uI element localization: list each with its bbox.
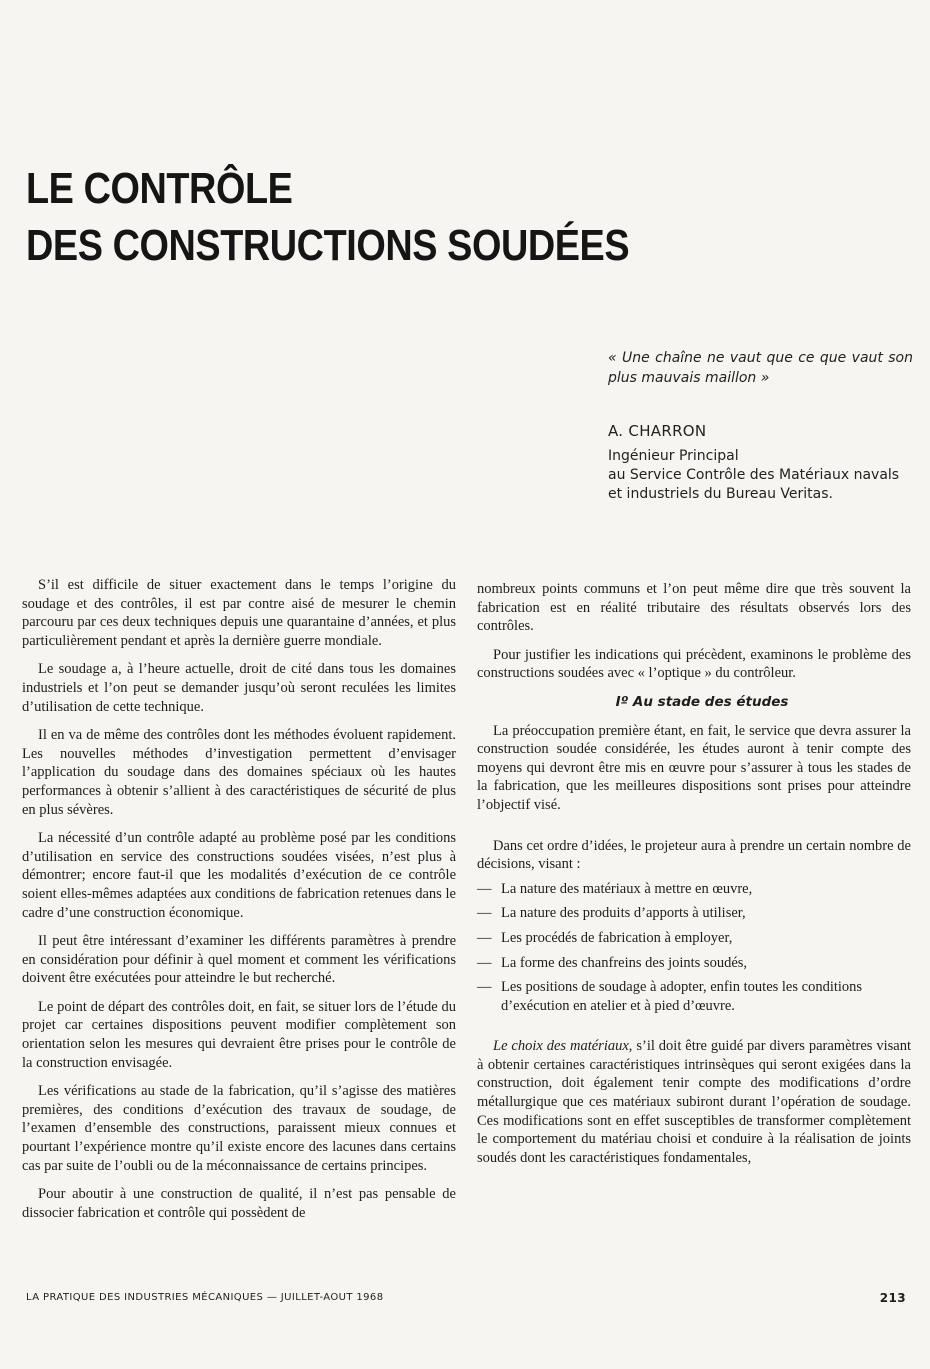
emphasis: Le choix des matériaux [493,1038,629,1055]
left-column [22,576,456,1232]
right-column [477,580,911,1177]
title-line-2: DES CONSTRUCTIONS SOUDÉES [26,221,630,270]
paragraph: S’il est difficile de situer exactement dans le temps l’origine du soudage et des contrôles, il est par contre aisé de mesurer le chemin parcouru par ces deux techniques depuis une quarantaine d’années, et plus particulièrement pendant et après la dernière guerre mondiale. [22,577,456,649]
paragraph: La nécessité d’un contrôle adapté au problème posé par les conditions d’utilisation en service des constructions soudées visées, n’est plus à démontrer; encore faut-il que les modalités d’exécution de ce contrôle soient elles-mêmes adaptées aux conditions de fabrication retenues dans le cadre d’une construction économique. [22,830,456,921]
paragraph: nombreux points communs et l’on peut même dire que très souvent la fabrication est en réalité tributaire des résultats observés lors des contrôles. [477,581,911,635]
paragraph: Pour justifier les indications qui précèdent, examinons le problème des constructions soudées avec « l’optique » du contrôleur. [477,646,911,682]
list-item: — Les procédés de fabrication à employer, [477,929,911,948]
author-name: A. CHARRON [608,422,707,440]
paragraph [477,1037,911,1167]
author-role: Ingénieur Principal [608,448,739,464]
decision-list [477,880,911,1016]
list-item: — La nature des produits d’apports à utiliser, [477,904,911,923]
title-line-1: LE CONTRÔLE [26,164,293,213]
paragraph: Il peut être intéressant d’examiner les différents paramètres à prendre en considération pour définir à quel moment et comment les vérifications doivent être exécutées pour atteindre le but recherché. [22,933,456,987]
article-title [26,160,783,274]
page-number: 213 [879,1291,906,1305]
author-block [608,422,918,504]
section-heading: Iº Au stade des études [615,693,789,710]
journal-footer: LA PRATIQUE DES INDUSTRIES MÉCANIQUES — JUILLET-AOUT 1968 [26,1292,384,1303]
list-item: — La nature des matériaux à mettre en œuvre, [477,880,911,899]
paragraph-text: , s’il doit être guidé par divers paramètres visant à obtenir certaines caractéristiques intrinsèques qui seront exigées dans la construction, doit également tenir compte des modifications d’ordre métallurgique que ces matériaux subiront durant l’opération de soudage. Ces modifications sont en effet susceptibles de transformer complètement le comportement du matériau choisi et conduire à la réalisation de joints soudés dont les caractéristiques fondamentales, [477,1038,912,1166]
paragraph: Il en va de même des contrôles dont les méthodes évoluent rapidement. Les nouvelles méthodes d’investigation permettent d’envisager l’application du soudage dans des domaines spéciaux où les hautes performances à obtenir s’allient à des caractéristiques de sécurité de plus en plus sévères. [22,727,456,818]
paragraph: Les vérifications au stade de la fabrication, qu’il s’agisse des matières premières, des conditions d’exécution des travaux de soudage, de l’examen d’ensemble des constructions, paraissent mieux connues et pourtant l’expérience montre qu’il existe encore des lacunes dans certains cas par suite de l’oubli ou de la méconnaissance de certains principes. [22,1083,456,1174]
author-organization: et industriels du Bureau Veritas. [608,486,833,502]
paragraph: Dans cet ordre d’idées, le projeteur aura à prendre un certain nombre de décisions, visant : [477,837,911,873]
paragraph: La préoccupation première étant, en fait, le service que devra assurer la construction soudée considérée, les études auront à tenir compte des moyens qui devront être mis en œuvre pour s’assurer à tous les stades de la fabrication, que les meilleures dispositions sont prises pour atteindre l’objectif visé. [477,722,911,813]
list-item: — La forme des chanfreins des joints soudés, [477,954,911,973]
list-item: — Les positions de soudage à adopter, enfin toutes les conditions d’exécution en atelier et à pied d’œuvre. [477,978,911,1015]
paragraph: Le point de départ des contrôles doit, en fait, se situer lors de l’étude du projet car certaines dispositions peuvent modifier complètement son orientation selon les mesures qui devraient être prises pour le contrôle de la construction envisagée. [22,998,456,1071]
epigraph-quote: « Une chaîne ne vaut que ce que vaut son plus mauvais maillon » [608,350,913,386]
paragraph: Le soudage a, à l’heure actuelle, droit de cité dans tous les domaines industriels et l’on peut se demander jusqu’où seront reculées les limites d’utilisation de cette technique. [22,661,456,715]
paragraph: Pour aboutir à une construction de qualité, il n’est pas pensable de dissocier fabrication et contrôle qui possèdent de [22,1186,456,1221]
author-service: au Service Contrôle des Matériaux navals [608,467,900,483]
